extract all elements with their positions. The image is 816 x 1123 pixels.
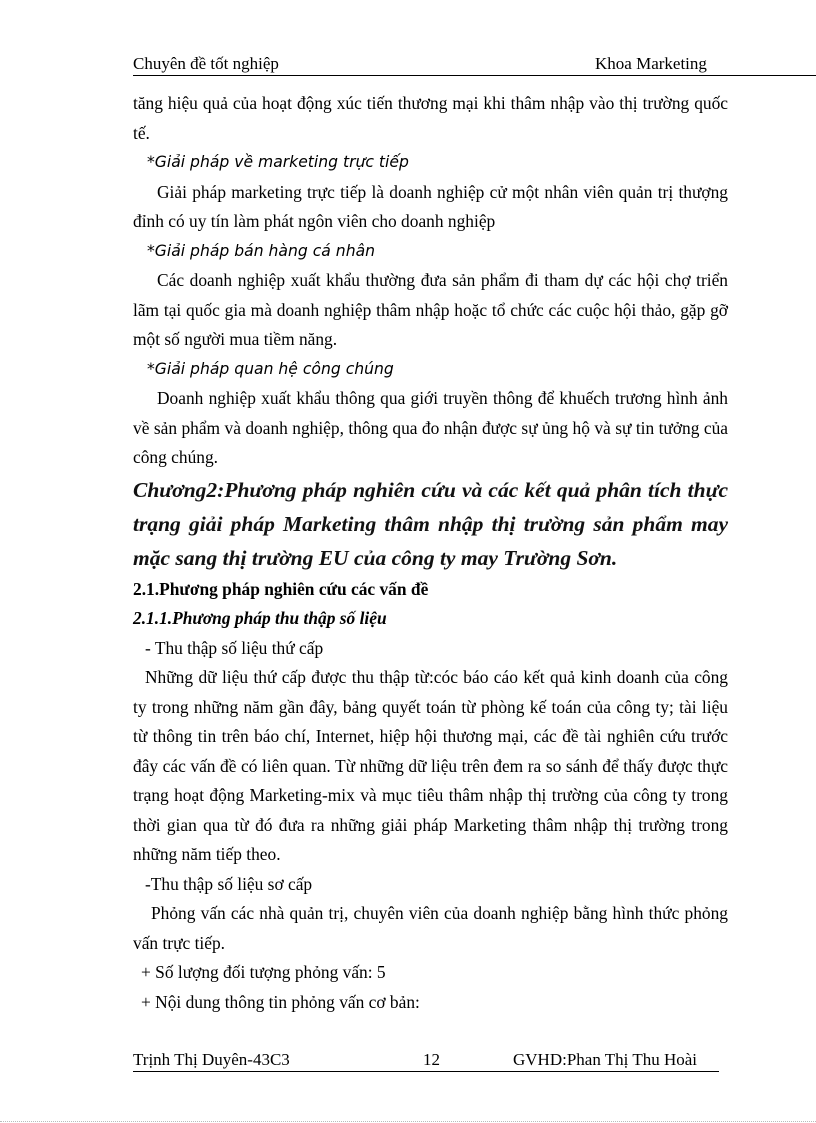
page-body xyxy=(133,89,728,1017)
bullet-interview-count: + Số lượng đối tượng phỏng vấn: 5 xyxy=(141,962,386,982)
page-header xyxy=(133,53,816,76)
page-footer xyxy=(133,1049,719,1072)
paragraph-intro: tăng hiệu quả của hoạt động xúc tiến thương mại khi thâm nhập vào thị trường quốc tế. xyxy=(133,93,728,143)
section-heading-2-1: 2.1.Phương pháp nghiên cứu các vấn đề xyxy=(133,578,429,599)
header-document-type: Chuyên đề tốt nghiệp xyxy=(133,54,279,73)
paragraph-secondary-data: Những dữ liệu thứ cấp được thu thập từ:cóc báo cáo kết quả kinh doanh của công ty trong những năm gần đây, bảng quyết toán từ phòng kế toán của công ty; tài liệu từ thông tin trên báo chí, Internet, hiệp hội thương mại, các đề tài nghiên cứu trước đây các vấn đề có liên quan. Từ những dữ liệu trên đem ra so sánh để thấy được thực trạng hoạt động Marketing-mix và mục tiêu thâm nhập thị trường của công ty trong thời gian qua từ đó đưa ra những giải pháp Marketing thâm nhập thị trường trong những năm tiếp theo. xyxy=(133,667,728,864)
heading-public-relations: *Giải pháp quan hệ công chúng xyxy=(147,359,394,378)
section-heading-2-1-1: 2.1.1.Phương pháp thu thập số liệu xyxy=(133,608,387,628)
footer-author: Trịnh Thị Duyên-43C3 xyxy=(133,1050,290,1069)
bullet-interview-content: + Nội dung thông tin phỏng vấn cơ bản: xyxy=(141,991,420,1012)
chapter-title: Chương2:Phương pháp nghiên cứu và các kết quả phân tích thực trạng giải pháp Marketing thâm nhập thị trường sản phẩm may mặc sang thị trường EU của công ty may Trường Sơn. xyxy=(133,477,728,570)
paragraph-public-relations: Doanh nghiệp xuất khẩu thông qua giới truyền thông để khuếch trương hình ảnh về sản phẩm và doanh nghiệp, thông qua đo nhận được sự ủng hộ và sự tin tưởng của công chúng. xyxy=(133,388,728,467)
heading-direct-marketing: *Giải pháp về marketing trực tiếp xyxy=(147,153,409,171)
header-faculty: Khoa Marketing xyxy=(595,54,707,73)
heading-personal-selling: *Giải pháp bán hàng cá nhân xyxy=(147,241,376,260)
paragraph-primary-data: Phỏng vấn các nhà quản trị, chuyên viên của doanh nghiệp bằng hình thức phỏng vấn trực tiếp. xyxy=(133,903,728,953)
label-primary-data: -Thu thập số liệu sơ cấp xyxy=(145,873,313,894)
paragraph-direct-marketing: Giải pháp marketing trực tiếp là doanh nghiệp cử một nhân viên quản trị thượng đỉnh có uy tín làm phát ngôn viên cho doanh nghiệp xyxy=(133,181,728,231)
page-bottom-edge xyxy=(0,1121,816,1122)
label-secondary-data: - Thu thập số liệu thứ cấp xyxy=(145,637,324,658)
footer-page-number: 12 xyxy=(423,1050,440,1069)
footer-advisor: GVHD:Phan Thị Thu Hoài xyxy=(513,1050,698,1069)
paragraph-personal-selling: Các doanh nghiệp xuất khẩu thường đưa sản phẩm đi tham dự các hội chợ triển lãm tại quốc gia mà doanh nghiệp thâm nhập hoặc tổ chức các cuộc hội thảo, gặp gỡ một số người mua tiềm năng. xyxy=(133,270,728,349)
